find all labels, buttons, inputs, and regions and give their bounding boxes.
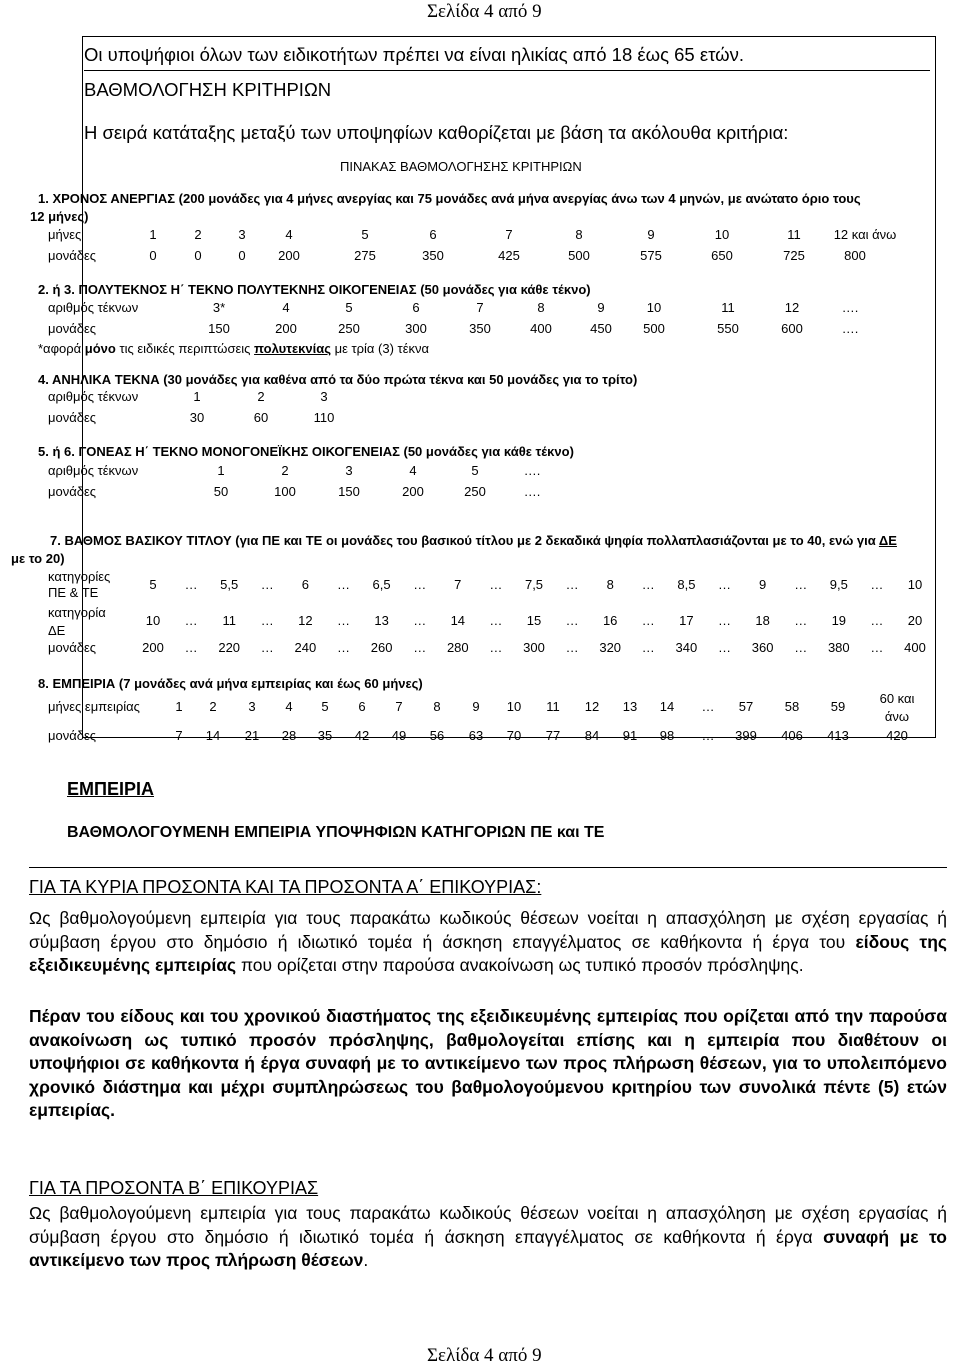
table-cell: 200 — [275, 321, 297, 336]
table-cell: … — [489, 613, 503, 628]
table-cell: 0 — [149, 248, 157, 263]
table-cell: 5 — [149, 577, 157, 592]
table-cell: 12 — [584, 699, 600, 714]
table-cell: 420 — [886, 728, 908, 743]
table-cell: 6 — [301, 577, 310, 592]
table-cell: … — [413, 577, 427, 592]
table-cell: 2 — [281, 463, 289, 478]
table-cell: 150 — [338, 484, 360, 499]
c5-children-row — [0, 463, 960, 481]
table-cell: 5 — [361, 227, 369, 242]
table-title: ΠΙΝΑΚΑΣ ΒΑΘΜΟΛΟΓΗΣΗΣ ΚΡΙΤΗΡΙΩΝ — [340, 159, 582, 174]
table-cell: 18 — [755, 613, 770, 628]
ranking-line: Η σειρά κατάταξης μεταξύ των υποψηφίων καθορίζεται με βάση τα ακόλουθα κριτήρια: — [84, 122, 789, 143]
table-cell: … — [641, 613, 655, 628]
table-cell: 0 — [194, 248, 202, 263]
row-label: μήνες — [48, 227, 82, 242]
table-cell: … — [413, 613, 427, 628]
row-label: μονάδες — [48, 484, 97, 499]
table-cell: 1 — [149, 227, 157, 242]
table-cell: … — [184, 640, 198, 655]
c8-last-month: 60 και άνω — [879, 691, 915, 724]
table-cell: 14 — [205, 728, 221, 743]
table-cell: 3 — [238, 227, 246, 242]
table-cell: … — [565, 613, 579, 628]
table-cell: … — [718, 613, 731, 628]
table-cell: 7 — [505, 227, 513, 242]
table-cell: … — [870, 613, 884, 628]
table-cell: 600 — [781, 321, 803, 336]
table-cell: … — [794, 577, 808, 592]
c8-months-row — [0, 699, 960, 717]
table-cell: 63 — [468, 728, 484, 743]
table-cell: 3* — [212, 300, 226, 315]
table-cell: 280 — [446, 640, 469, 655]
table-cell: 4 — [409, 463, 417, 478]
table-cell: 340 — [675, 640, 698, 655]
table-cell: 5 — [345, 300, 353, 315]
table-cell: 300 — [405, 321, 427, 336]
table-cell: 11 — [546, 699, 560, 714]
table-cell: 5 — [471, 463, 479, 478]
table-cell: …. — [523, 484, 541, 499]
table-cell: 70 — [506, 728, 522, 743]
table-cell: 4 — [282, 300, 290, 315]
age-requirement: Οι υποψήφιοι όλων των ειδικοτήτων πρέπει να είναι ηλικίας από 18 έως 65 ετών. — [84, 44, 930, 71]
table-cell: 200 — [278, 248, 300, 263]
table-cell: 10 — [646, 300, 662, 315]
c8-title: 8. ΕΜΠΕΙΡΙΑ (7 μονάδες ανά μήνα εμπειρίας και έως 60 μήνες) — [38, 676, 423, 691]
table-cell: 57 — [738, 699, 754, 714]
table-cell: 30 — [189, 410, 205, 425]
table-cell: … — [337, 613, 350, 628]
row-label: μήνες εμπειρίας — [48, 699, 140, 714]
c7-de-label: κατηγορία ΔΕ — [48, 605, 106, 638]
table-cell: … — [413, 640, 427, 655]
paragraph-3: Ως βαθμολογούμενη εμπειρία για τους παρακάτω κωδικούς θέσεων νοείται η απασχόληση με σχέση εργασίας ή σύμβαση έργου στο δημόσιο ή ιδιωτικό τομέα ή άσκηση επαγγέλματος σε καθήκοντα ή έργα συναφή με το αντικείμενο των προς πλήρωση θέσεων. — [29, 1203, 948, 1270]
table-cell: …. — [841, 300, 859, 315]
table-cell: … — [337, 640, 350, 655]
row-label: μονάδες — [48, 728, 97, 743]
c7-pe-te-label: κατηγορίες ΠΕ & ΤΕ — [48, 569, 111, 600]
table-cell: 399 — [735, 728, 757, 743]
b-qualifications-heading: ΓΙΑ ΤΑ ΠΡΟΣΟΝΤΑ Β΄ ΕΠΙΚΟΥΡΙΑΣ — [29, 1178, 319, 1198]
table-cell: 21 — [244, 728, 260, 743]
table-cell: 11 — [222, 613, 236, 628]
table-cell: 14 — [450, 613, 466, 628]
table-cell: 17 — [679, 613, 694, 628]
table-cell: 6 — [429, 227, 437, 242]
table-cell: 300 — [523, 640, 545, 655]
c1-title-2: 12 μήνες) — [30, 209, 89, 224]
table-cell: 7 — [175, 728, 183, 743]
table-cell: … — [718, 577, 731, 592]
table-cell: 360 — [751, 640, 774, 655]
table-cell: 7,5 — [524, 577, 544, 592]
table-cell: …. — [841, 321, 859, 336]
divider — [29, 867, 947, 868]
table-cell: 2 — [194, 227, 202, 242]
row-label: μονάδες — [48, 410, 97, 425]
table-cell: 425 — [498, 248, 520, 263]
table-cell: 8 — [606, 577, 614, 592]
table-cell: 200 — [142, 640, 164, 655]
table-cell: 28 — [281, 728, 297, 743]
table-cell: 400 — [904, 640, 926, 655]
table-cell: 8 — [433, 699, 441, 714]
table-cell: 10 — [506, 699, 522, 714]
table-cell: 16 — [602, 613, 618, 628]
table-cell: 5,5 — [220, 577, 239, 592]
table-cell: 4 — [285, 227, 293, 242]
table-cell: 9 — [647, 227, 655, 242]
table-cell: 5 — [321, 699, 329, 714]
table-cell: 350 — [469, 321, 491, 336]
table-cell: … — [701, 728, 715, 743]
table-cell: 2 — [257, 389, 265, 404]
experience-subheading: ΒΑΘΜΟΛΟΓΟΥΜΕΝΗ ΕΜΠΕΙΡΙΑ ΥΠΟΨΗΦΙΩΝ ΚΑΤΗΓΟΡΙΩΝ ΠΕ και ΤΕ — [67, 824, 605, 841]
table-cell: 13 — [374, 613, 389, 628]
table-cell: 800 — [844, 248, 866, 263]
table-cell: 8 — [575, 227, 583, 242]
table-cell: 14 — [659, 699, 675, 714]
table-cell: … — [794, 613, 808, 628]
page-header: Σελίδα 4 από 9 — [427, 1, 542, 22]
paragraph-1: Ως βαθμολογούμενη εμπειρία για τους παρακάτω κωδικούς θέσεων νοείται η απασχόληση με σχέση εργασίας ή σύμβαση έργου στο δημόσιο ή ιδιωτικό τομέα ή άσκηση επαγγέλματος σε καθήκοντα ή έργα του είδους της εξειδικευμένης εμπειρίας που ορίζεται στην παρούσα ανακοίνωση ως τυπικό προσόν πρόσληψης. — [29, 908, 948, 975]
c7-points-row — [0, 640, 960, 658]
row-label: μονάδες — [48, 640, 97, 655]
table-cell: 9,5 — [829, 577, 848, 592]
table-cell: 7 — [476, 300, 484, 315]
table-cell: 3 — [345, 463, 353, 478]
table-cell: … — [641, 577, 655, 592]
row-label: αριθμός τέκνων — [48, 300, 139, 315]
table-cell: 56 — [429, 728, 445, 743]
table-cell: … — [701, 699, 715, 714]
table-cell: 35 — [317, 728, 333, 743]
table-cell: … — [184, 577, 198, 592]
c8-points-row — [0, 728, 960, 746]
table-cell: 7 — [395, 699, 403, 714]
c5-title: 5. ή 6. ΓΟΝΕΑΣ Η΄ ΤΕΚΝΟ ΜΟΝΟΓΟΝΕΪΚΗΣ ΟΙΚΟΓΕΝΕΙΑΣ (50 μονάδες για κάθε τέκνο) — [38, 444, 574, 459]
table-cell: … — [641, 640, 655, 655]
table-cell: 250 — [464, 484, 486, 499]
table-cell: 20 — [907, 613, 923, 628]
c1-title: 1. ΧΡΟΝΟΣ ΑΝΕΡΓΙΑΣ (200 μονάδες για 4 μήνες ανεργίας και 75 μονάδες ανά μήνα ανεργίας άνω των 4 μηνών, με ανώτατο όριο τους — [38, 191, 861, 206]
c1-points-row — [0, 248, 960, 266]
table-cell: 3 — [248, 699, 256, 714]
table-cell: 413 — [827, 728, 849, 743]
table-cell: 9 — [597, 300, 605, 315]
table-cell: … — [565, 577, 579, 592]
row-label: αριθμός τέκνων — [48, 463, 139, 478]
table-cell: 60 — [253, 410, 269, 425]
table-cell: … — [870, 640, 884, 655]
c7-pe-te-row — [0, 577, 960, 595]
table-cell: … — [794, 640, 808, 655]
table-cell: … — [260, 577, 274, 592]
table-cell: 400 — [530, 321, 552, 336]
table-cell: 4 — [285, 699, 293, 714]
table-cell: 8 — [537, 300, 545, 315]
c4-children-row — [0, 389, 960, 407]
table-cell: 84 — [584, 728, 600, 743]
table-cell: 1 — [193, 389, 201, 404]
table-cell: 98 — [659, 728, 675, 743]
c2-title: 2. ή 3. ΠΟΛΥΤΕΚΝΟΣ Η΄ ΤΕΚΝΟ ΠΟΛΥΤΕΚΝΗΣ ΟΙΚΟΓΕΝΕΙΑΣ (50 μονάδες για κάθε τέκνο) — [38, 282, 591, 297]
table-cell: 250 — [338, 321, 360, 336]
table-cell: 406 — [781, 728, 803, 743]
table-cell: 150 — [208, 321, 230, 336]
table-cell: 19 — [831, 613, 847, 628]
table-cell: 275 — [354, 248, 376, 263]
table-cell: 550 — [717, 321, 739, 336]
table-cell: 12 και άνω — [833, 227, 897, 242]
table-cell: 11 — [787, 227, 801, 242]
table-cell: 42 — [354, 728, 370, 743]
table-cell: 3 — [320, 389, 328, 404]
table-cell: 6 — [358, 699, 366, 714]
table-cell: 320 — [599, 640, 622, 655]
table-cell: 200 — [402, 484, 424, 499]
row-label: αριθμός τέκνων — [48, 389, 139, 404]
table-cell: 8,5 — [677, 577, 696, 592]
table-cell: 220 — [218, 640, 241, 655]
table-cell: 500 — [643, 321, 665, 336]
table-cell: 380 — [827, 640, 850, 655]
table-cell: 12 — [784, 300, 800, 315]
table-cell: 725 — [783, 248, 805, 263]
c4-points-row — [0, 410, 960, 428]
table-cell: 9 — [758, 577, 767, 592]
row-label: μονάδες — [48, 248, 97, 263]
table-cell: 12 — [298, 613, 313, 628]
table-cell: 50 — [213, 484, 229, 499]
c7-title: 7. ΒΑΘΜΟΣ ΒΑΣΙΚΟΥ ΤΙΤΛΟΥ (για ΠΕ και ΤΕ οι μονάδες του βασικού τίτλου με 2 δεκαδικά ψηφία πολλαπλασιάζονται με το 40, ενώ για ΔΕ — [50, 533, 897, 548]
table-cell: … — [870, 577, 884, 592]
c2-points-row — [0, 321, 960, 339]
table-cell: 10 — [145, 613, 161, 628]
table-cell: … — [337, 577, 350, 592]
table-cell: … — [565, 640, 579, 655]
table-cell: …. — [523, 463, 541, 478]
row-label: μονάδες — [48, 321, 97, 336]
table-cell: … — [184, 613, 198, 628]
table-cell: 100 — [274, 484, 296, 499]
table-cell: … — [718, 640, 731, 655]
table-cell: 450 — [590, 321, 612, 336]
table-cell: 6 — [412, 300, 420, 315]
table-cell: … — [260, 613, 274, 628]
table-cell: 7 — [454, 577, 462, 592]
table-cell: 10 — [907, 577, 923, 592]
table-cell: 110 — [313, 410, 335, 425]
table-cell: 59 — [830, 699, 846, 714]
table-cell: 77 — [545, 728, 561, 743]
paragraph-2: Πέραν του είδους και του χρονικού διαστήματος της εξειδικευμένης εμπειρίας που ορίζεται από την παρούσα ανακοίνωση ως τυπικό προσόν πρόσληψης, βαθμολογείται επίσης και η εμπειρία που διαθέτουν οι υποψήφιοι σε καθήκοντα ή έργα συναφή με το αντικείμενο των προς πλήρωση θέσεων, για το υπολειπόμενο χρονικό διάστημα και μέχρι συμπληρώσεως του βαθμολογούμενου κριτηρίου των συνολικά πέντε (5) ετών εμπειρίας. — [29, 1006, 947, 1120]
c7-de-row — [0, 613, 960, 631]
table-cell: 0 — [238, 248, 246, 263]
table-cell: 350 — [422, 248, 444, 263]
table-cell: … — [489, 640, 503, 655]
table-cell: 13 — [622, 699, 638, 714]
table-cell: 1 — [175, 699, 183, 714]
table-cell: 500 — [568, 248, 590, 263]
table-cell: 11 — [721, 300, 735, 315]
table-cell: 58 — [784, 699, 800, 714]
main-qualifications-heading: ΓΙΑ ΤΑ ΚΥΡΙΑ ΠΡΟΣΟΝΤΑ ΚΑΙ ΤΑ ΠΡΟΣΟΝΤΑ Α΄ ΕΠΙΚΟΥΡΙΑΣ: — [29, 877, 542, 897]
table-cell: 9 — [472, 699, 480, 714]
table-cell: 260 — [370, 640, 393, 655]
table-cell: 650 — [711, 248, 733, 263]
c5-points-row — [0, 484, 960, 502]
page-footer: Σελίδα 4 από 9 — [427, 1345, 542, 1366]
c7-title-2: με το 20) — [11, 551, 65, 566]
scoring-title: ΒΑΘΜΟΛΟΓΗΣΗ ΚΡΙΤΗΡΙΩΝ — [84, 79, 332, 100]
table-cell: 575 — [640, 248, 662, 263]
table-cell: 6,5 — [372, 577, 391, 592]
c1-months-row — [0, 227, 960, 245]
table-cell: … — [260, 640, 274, 655]
c2-children-row — [0, 300, 960, 318]
table-cell: 91 — [622, 728, 638, 743]
table-cell: 2 — [209, 699, 217, 714]
table-cell: … — [489, 577, 503, 592]
table-cell: 1 — [217, 463, 225, 478]
experience-heading: ΕΜΠΕΙΡΙΑ — [67, 779, 155, 799]
c2-note: *αφορά μόνο τις ειδικές περιπτώσεις πολυτεκνίας με τρία (3) τέκνα — [38, 341, 430, 356]
table-cell: 10 — [714, 227, 730, 242]
table-cell: 240 — [294, 640, 317, 655]
c4-title: 4. ΑΝΗΛΙΚΑ ΤΕΚΝΑ (30 μονάδες για καθένα από τα δύο πρώτα τέκνα και 50 μονάδες για το τρίτο) — [38, 372, 638, 387]
table-cell: 49 — [391, 728, 407, 743]
table-cell: 15 — [526, 613, 542, 628]
